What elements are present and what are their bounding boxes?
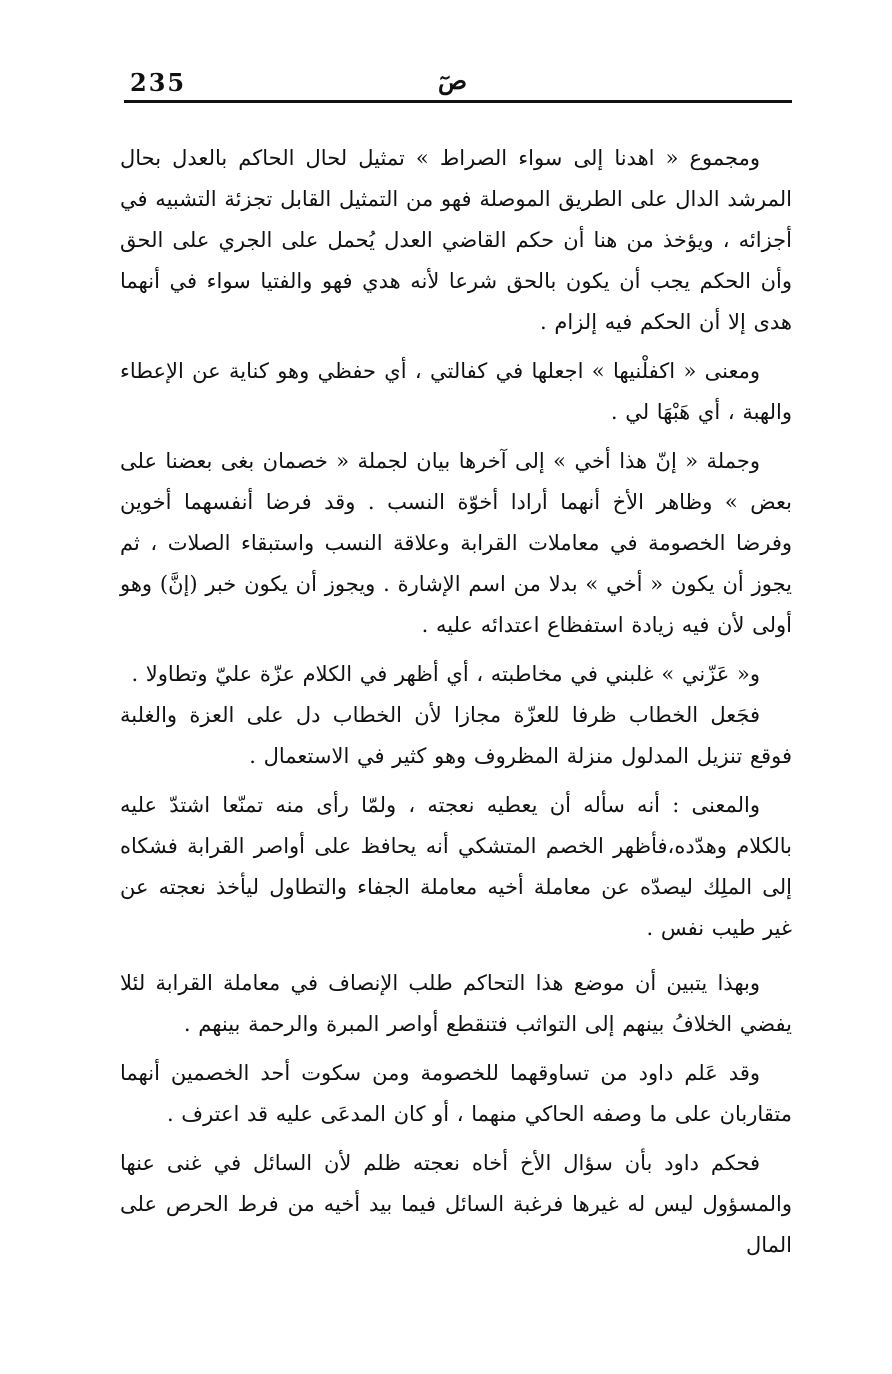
paragraph: وقد عَلم داود من تساوقهما للخصومة ومن سكوت أحد الخصمين أنهما متقاربان على ما وصفه الحاكي منهما ، أو كان المدعَى عليه قد اعترف . <box>120 1061 792 1126</box>
page-header <box>124 62 792 102</box>
paragraph: ومعنى « اكفلْنيها » اجعلها في كفالتي ، أي حفظي وهو كناية عن الإعطاء والهبة ، أي هَبْهَا لي . <box>120 359 792 424</box>
paragraph: والمعنى : أنه سأله أن يعطيه نعجته ، ولمّا رأى منه تمنّعا اشتدّ عليه بالكلام وهدّده،فأظهر الخصم المتشكي أنه يحافظ على أواصر القرابة فشكاه إلى الملِك ليصدّه عن معاملة أخيه معاملة الجفاء والتطاول ليأخذ نعجته عن غير طيب نفس . <box>120 793 792 940</box>
paragraph: فحكم داود بأن سؤال الأخ أخاه نعجته ظلم لأن السائل في غنى عنها والمسؤول ليس له غيرها فرغبة السائل فيما بيد أخيه من فرط الحرص على المال <box>120 1151 792 1257</box>
paragraph: وجملة « إنّ هذا أخي » إلى آخرها بيان لجملة « خصمان بغى بعضنا على بعض » وظاهر الأخ أنهما أرادا أخوّة النسب . وقد فرضا أنفسهما أخوين وفرضا الخصومة في معاملات القرابة وعلاقة النسب واستبقاء الصلات ، ثم يجوز أن يكون « أخي » بدلا من اسم الإشارة . ويجوز أن يكون خبر (إنَّ) وهو أولى لأن فيه زيادة استفظاع اعتدائه عليه . <box>120 449 792 637</box>
page-number: 235 <box>130 68 187 97</box>
header-divider <box>124 100 792 103</box>
paragraph: و« عَزّني » غلبني في مخاطبته ، أي أظهر في الكلام عزّة عليّ وتطاولا . <box>131 662 760 686</box>
surah-title: صٓ <box>438 66 468 95</box>
paragraph: وبهذا يتبين أن موضع هذا التحاكم طلب الإنصاف في معاملة القرابة لئلا يفضي الخلافُ بينهم إلى التواثب فتنقطع أواصر المبرة والرحمة بينهم . <box>120 971 792 1036</box>
paragraph: ومجموع « اهدنا إلى سواء الصراط » تمثيل لحال الحاكم بالعدل بحال المرشد الدال على الطريق الموصلة فهو من التمثيل القابل تجزئة التشبيه في أجزائه ، ويؤخذ من هنا أن حكم القاضي العدل يُحمل على الجري على الحق وأن الحكم يجب أن يكون بالحق شرعا لأنه هدي فهو والفتيا سواء في أنهما هدى إلا أن الحكم فيه إلزام . <box>120 146 792 334</box>
page-body <box>120 138 792 1266</box>
paragraph: فجَعل الخطاب ظرفا للعزّة مجازا لأن الخطاب دل على العزة والغلبة فوقع تنزيل المدلول منزلة المظروف وهو كثير في الاستعمال . <box>120 703 792 768</box>
